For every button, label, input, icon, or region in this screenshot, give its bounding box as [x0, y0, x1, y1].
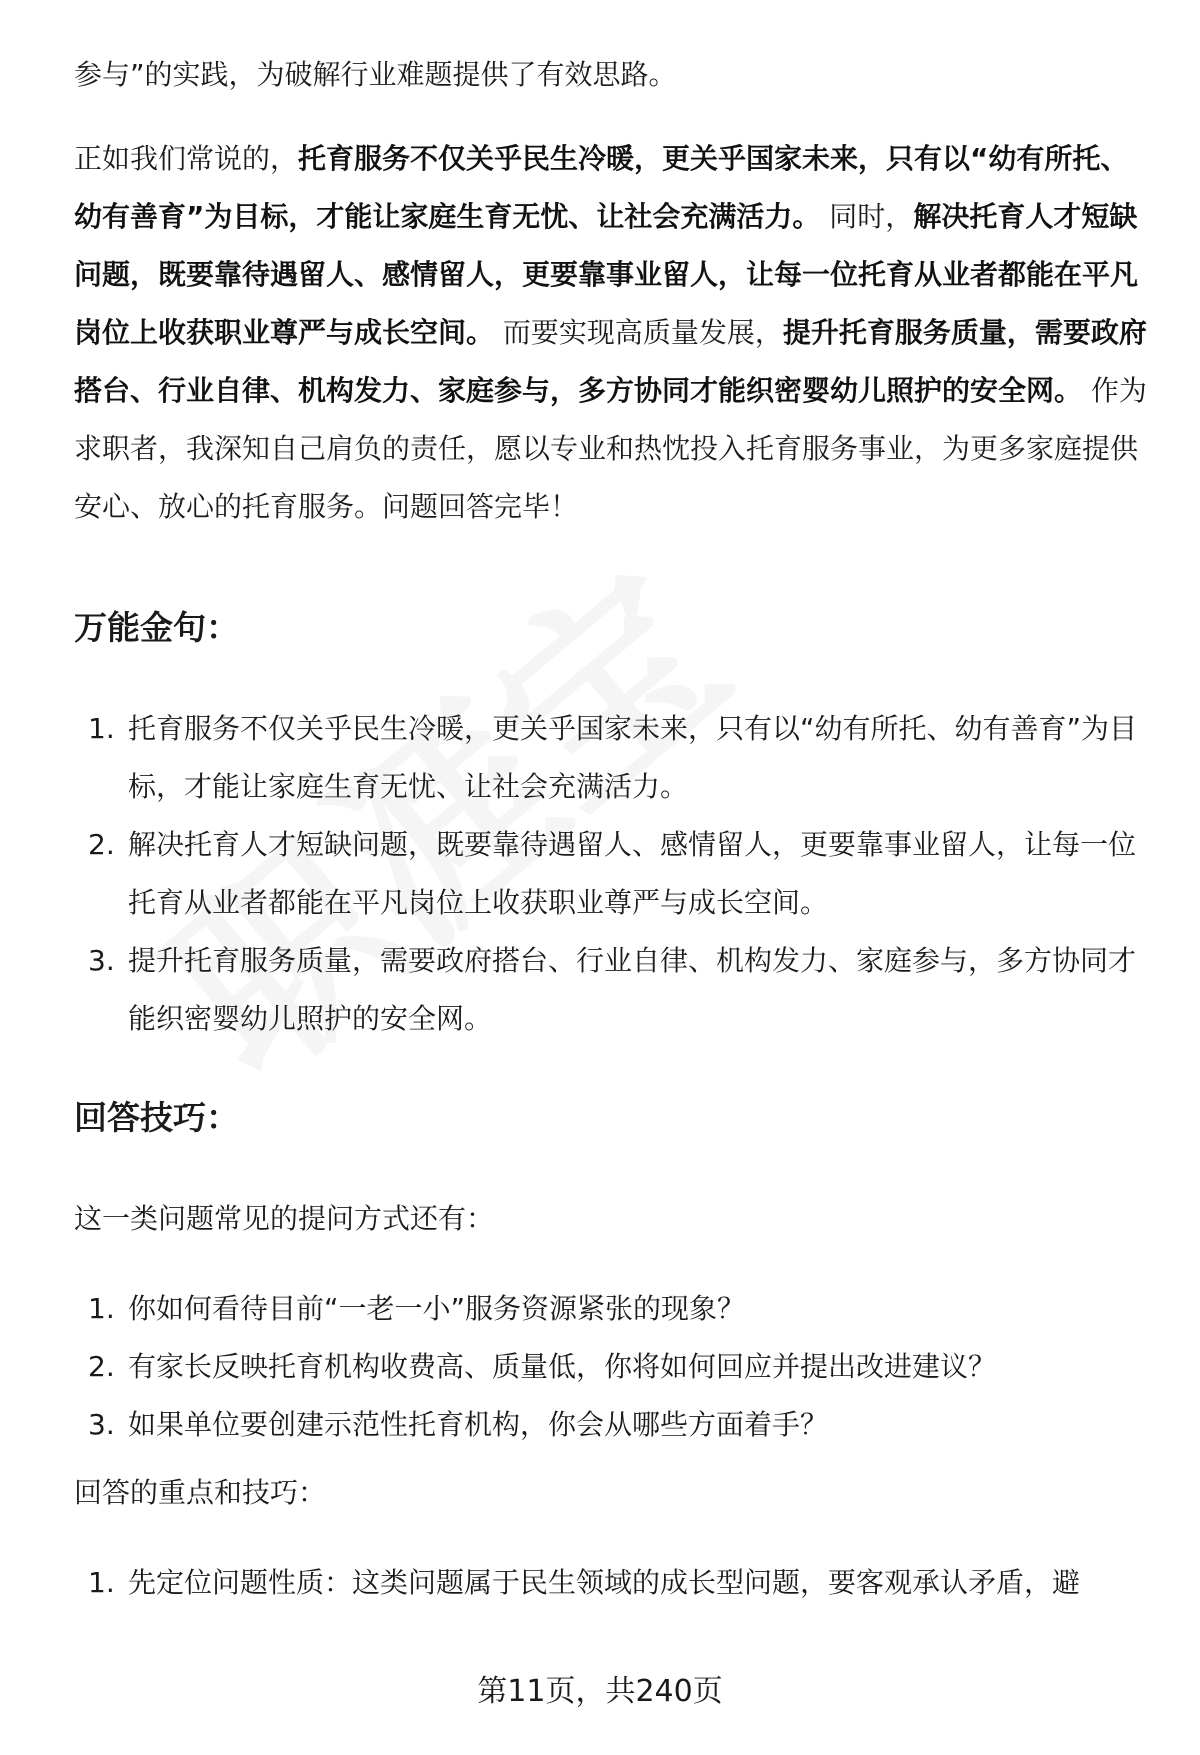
list-number: 1. — [88, 712, 115, 745]
list-text: 你如何看待目前“一老一小”服务资源紧张的现象？ — [128, 1292, 746, 1325]
list-item — [74, 1396, 1154, 1454]
summary-text-4: 作为求职者，我深知自己肩负的责任，愿以专业和热忱投入托育服务事业，为更多家庭提供安心、放心的托育服务。问题回答完毕！ — [74, 374, 1147, 523]
list-item — [74, 1338, 1154, 1396]
list-text: 提升托育服务质量，需要政府搭台、行业自律、机构发力、家庭参与，多方协同才能织密婴幼儿照护的安全网。 — [128, 944, 1137, 1035]
list-item — [74, 816, 1154, 932]
list-text: 如果单位要创建示范性托育机构，你会从哪些方面着手？ — [128, 1408, 829, 1441]
summary-bold-2: 解决托育人才短缺问题，既要靠待遇留人、感情留人，更要靠事业留人，让每一位托育从业者都能在平凡岗位上收获职业尊严与成长空间。 — [74, 200, 1139, 349]
summary-text-1: 正如我们常说的， — [74, 142, 299, 175]
list-number: 2. — [88, 828, 115, 861]
list-item — [74, 700, 1154, 816]
list-item — [74, 1280, 1154, 1338]
key-intro: 回答的重点和技巧： — [74, 1476, 327, 1509]
summary-bold-3: 提升托育服务质量，需要政府搭台、行业自律、机构发力、家庭参与，多方协同才能织密婴幼儿照护的安全网。 — [74, 316, 1147, 407]
intro-tail: 参与”的实践，为破解行业难题提供了有效思路。 — [74, 58, 677, 91]
list-text: 先定位问题性质：这类问题属于民生领域的成长型问题，要客观承认矛盾，避 — [128, 1566, 1081, 1599]
golden-heading: 万能金句： — [74, 608, 239, 647]
summary-paragraph — [74, 130, 1154, 536]
list-item — [74, 932, 1154, 1048]
list-number: 3. — [88, 1408, 115, 1441]
list-text: 托育服务不仅关乎民生冷暖，更关乎国家未来，只有以“幼有所托、幼有善育”为目标，才能让家庭生育无忧、让社会充满活力。 — [128, 712, 1138, 803]
summary-text-3: 而要实现高质量发展， — [494, 316, 783, 349]
list-item — [74, 1554, 1154, 1612]
question-list — [74, 1280, 1154, 1454]
golden-list — [74, 700, 1154, 1048]
list-text: 解决托育人才短缺问题，既要靠待遇留人、感情留人，更要靠事业留人，让每一位托育从业者都能在平凡岗位上收获职业尊严与成长空间。 — [128, 828, 1137, 919]
summary-bold-1: 托育服务不仅关乎民生冷暖，更关乎国家未来，只有以“幼有所托、幼有善育”为目标，才能让家庭生育无忧、让社会充满活力。 — [74, 142, 1129, 233]
list-number: 1. — [88, 1566, 115, 1599]
summary-text-2: 同时， — [820, 200, 914, 233]
key-list — [74, 1554, 1154, 1612]
skills-intro: 这一类问题常见的提问方式还有： — [74, 1202, 495, 1235]
list-number: 1. — [88, 1292, 115, 1325]
skills-heading: 回答技巧： — [74, 1098, 239, 1137]
list-text: 有家长反映托育机构收费高、质量低，你将如何回应并提出改进建议？ — [128, 1350, 997, 1383]
list-number: 3. — [88, 944, 115, 977]
page-footer: 第11页，共240页 — [477, 1674, 723, 1709]
list-number: 2. — [88, 1350, 115, 1383]
